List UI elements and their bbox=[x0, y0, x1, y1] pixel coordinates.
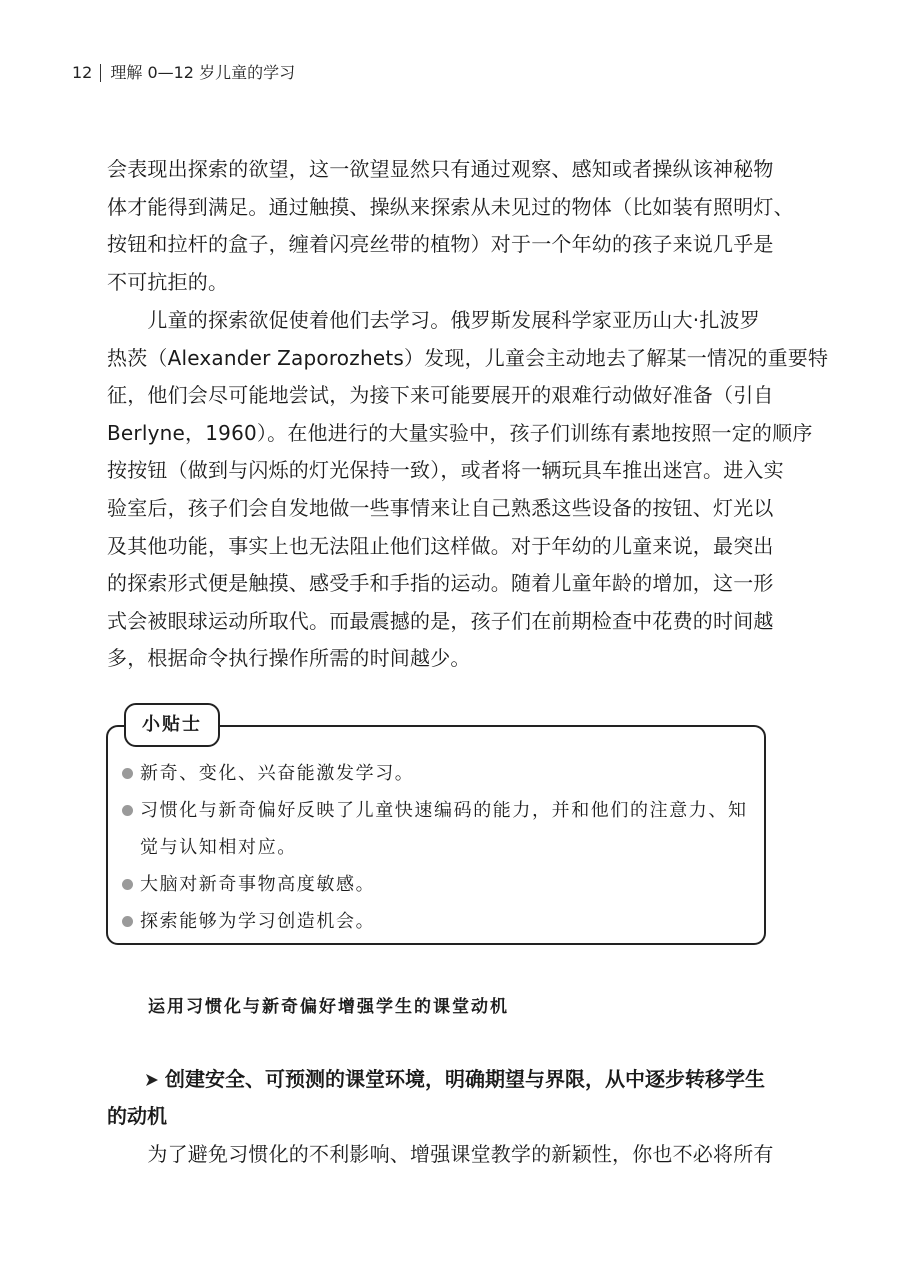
subheading-text: 创建安全、可预测的课堂环境，明确期望与界限，从中逐步转移学生 bbox=[165, 1067, 765, 1091]
text-line: 式会被眼球运动所取代。而最震撼的是，孩子们在前期检查中花费的时间越 bbox=[107, 608, 774, 633]
tip-item bbox=[122, 755, 752, 792]
tips-list bbox=[122, 755, 752, 940]
text-line: 按按钮（做到与闪烁的灯光保持一致），或者将一辆玩具车推出迷宫。进入实 bbox=[107, 458, 784, 483]
text-line: 儿童的探索欲促使着他们去学习。俄罗斯发展科学家亚历山大·扎波罗 bbox=[107, 308, 760, 332]
text-line: 及其他功能，事实上也无法阻止他们这样做。对于年幼的儿童来说，最突出 bbox=[107, 533, 774, 558]
text-line: 体才能得到满足。通过触摸、操纵来探索从未见过的物体（比如装有照明灯、 bbox=[107, 194, 794, 219]
paragraph-exploration bbox=[107, 302, 829, 678]
text-line: 的探索形式便是触摸、感受手和手指的运动。随着儿童年龄的增加，这一形 bbox=[107, 571, 774, 596]
text-line: 会表现出探索的欲望，这一欲望显然只有通过观察、感知或者操纵该神秘物 bbox=[107, 157, 774, 181]
bullet-dot-icon bbox=[122, 768, 133, 779]
tip-text: 觉与认知相对应。 bbox=[140, 837, 297, 858]
section-heading: 运用习惯化与新奇偏好增强学生的课堂动机 bbox=[148, 997, 509, 1017]
subheading-line bbox=[107, 1061, 779, 1098]
book-title: 理解 0—12 岁儿童的学习 bbox=[110, 63, 296, 82]
text-line: 为了避免习惯化的不利影响、增强课堂教学的新颖性，你也不必将所有 bbox=[107, 1142, 774, 1166]
subheading-line: 的动机 bbox=[107, 1104, 167, 1128]
running-header bbox=[72, 63, 295, 83]
text-line: Berlyne，1960）。在他进行的大量实验中，孩子们训练有素地按照一定的顺序 bbox=[107, 420, 813, 445]
subheading bbox=[107, 1061, 779, 1135]
tip-text: 探索能够为学习创造机会。 bbox=[140, 911, 376, 932]
header-divider bbox=[100, 64, 101, 82]
text-line: 多，根据命令执行操作所需的时间越少。 bbox=[107, 646, 471, 671]
tip-text: 习惯化与新奇偏好反映了儿童快速编码的能力，并和他们的注意力、知 bbox=[140, 800, 748, 821]
tip-item bbox=[122, 903, 752, 940]
paragraph-classroom bbox=[107, 1136, 779, 1174]
page-number: 12 bbox=[72, 63, 93, 82]
tip-text: 大脑对新奇事物高度敏感。 bbox=[140, 874, 376, 895]
text-line: 征，他们会尽可能地尝试，为接下来可能要展开的艰难行动做好准备（引自 bbox=[107, 383, 774, 408]
paragraph-continued bbox=[107, 151, 794, 301]
tip-item bbox=[122, 866, 752, 903]
tip-text: 新奇、变化、兴奋能激发学习。 bbox=[140, 763, 415, 784]
bullet-dot-icon bbox=[122, 916, 133, 927]
text-line: 按钮和拉杆的盒子，缠着闪亮丝带的植物）对于一个年幼的孩子来说几乎是 bbox=[107, 232, 774, 257]
text-line: 不可抗拒的。 bbox=[107, 269, 229, 294]
tip-item bbox=[122, 792, 752, 866]
bullet-dot-icon bbox=[122, 879, 133, 890]
tips-label: 小贴士 bbox=[124, 703, 220, 747]
text-line: 验室后，孩子们会自发地做一些事情来让自己熟悉这些设备的按钮、灯光以 bbox=[107, 495, 774, 520]
bullet-dot-icon bbox=[122, 805, 133, 816]
text-line: 热茨（Alexander Zaporozhets）发现，儿童会主动地去了解某一情况的重要特 bbox=[107, 345, 829, 370]
